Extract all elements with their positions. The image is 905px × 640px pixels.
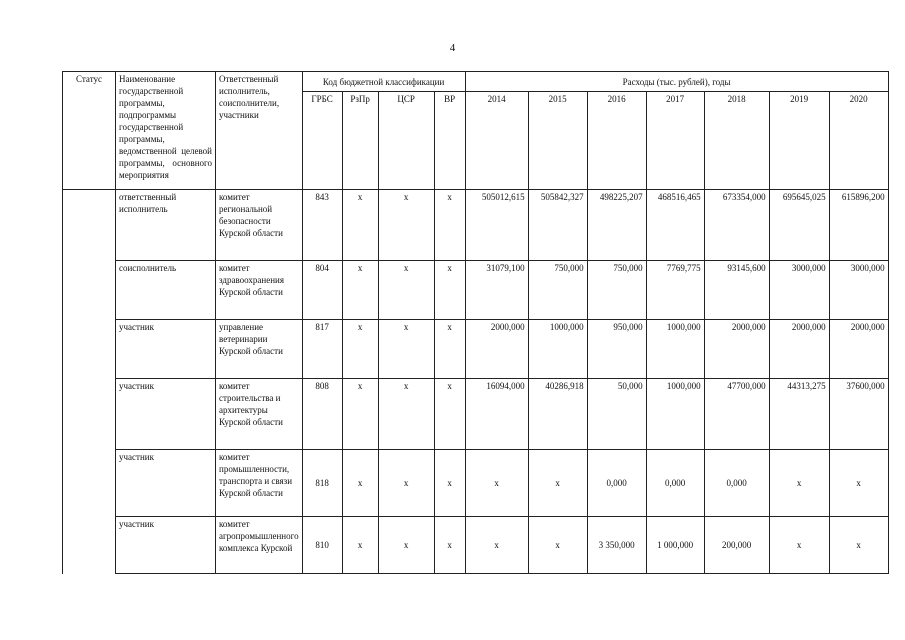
header-year: 2015 [528, 92, 587, 190]
table-row [63, 450, 889, 517]
value-cell: х [528, 517, 587, 574]
value-cell: 498225,207 [587, 190, 646, 261]
csr-cell: х [378, 190, 434, 261]
value-cell: 673354,000 [704, 190, 769, 261]
header-year: 2019 [769, 92, 829, 190]
value-cell: х [769, 517, 829, 574]
table-row [63, 320, 889, 379]
value-cell: 2000,000 [465, 320, 528, 379]
table-row [63, 261, 889, 320]
grbs-cell: 818 [302, 450, 342, 517]
value-cell: 40286,918 [528, 379, 587, 450]
header-vr: ВР [434, 92, 465, 190]
grbs-cell: 817 [302, 320, 342, 379]
header-year: 2016 [587, 92, 646, 190]
value-cell: х [769, 450, 829, 517]
role-cell: ответственный исполнитель [116, 190, 216, 261]
value-cell: 50,000 [587, 379, 646, 450]
header-rzpr: РзПр [342, 92, 378, 190]
value-cell: 200,000 [704, 517, 769, 574]
value-cell: 1000,000 [646, 379, 704, 450]
value-cell: 2000,000 [769, 320, 829, 379]
vr-cell: х [434, 190, 465, 261]
vr-cell: х [434, 379, 465, 450]
role-cell: участник [116, 320, 216, 379]
value-cell: 950,000 [587, 320, 646, 379]
value-cell: 3000,000 [829, 261, 888, 320]
value-cell: х [528, 450, 587, 517]
page-number: 4 [449, 42, 456, 54]
role-cell: участник [116, 450, 216, 517]
value-cell: 47700,000 [704, 379, 769, 450]
value-cell: 7769,775 [646, 261, 704, 320]
rzpr-cell: х [342, 450, 378, 517]
value-cell: 695645,025 [769, 190, 829, 261]
org-cell: комитет региональной безопасности Курской области [216, 190, 303, 261]
org-cell: комитет здравоохранения Курской области [216, 261, 303, 320]
value-cell: 31079,100 [465, 261, 528, 320]
header-responsible: Ответственный исполнитель, соисполнители, участники [216, 72, 303, 190]
org-cell: комитет строительства и архитектуры Курской области [216, 379, 303, 450]
value-cell: 1000,000 [646, 320, 704, 379]
value-cell: х [465, 517, 528, 574]
value-cell: х [829, 450, 888, 517]
header-csr: ЦСР [378, 92, 434, 190]
header-grbs: ГРБС [302, 92, 342, 190]
header-year: 2017 [646, 92, 704, 190]
vr-cell: х [434, 517, 465, 574]
org-cell: комитет агропромышленного комплекса Курской [216, 517, 303, 574]
budget-table [62, 71, 889, 574]
table-row [63, 517, 889, 574]
value-cell: 615896,200 [829, 190, 888, 261]
rzpr-cell: х [342, 320, 378, 379]
table-row [63, 379, 889, 450]
value-cell: 0,000 [587, 450, 646, 517]
value-cell: 468516,465 [646, 190, 704, 261]
value-cell: 3000,000 [769, 261, 829, 320]
vr-cell: х [434, 450, 465, 517]
value-cell: 2000,000 [829, 320, 888, 379]
value-cell: 3 350,000 [587, 517, 646, 574]
header-expenses: Расходы (тыс. рублей), годы [465, 72, 888, 92]
role-cell: участник [116, 517, 216, 574]
value-cell: 37600,000 [829, 379, 888, 450]
value-cell: 1 000,000 [646, 517, 704, 574]
vr-cell: х [434, 261, 465, 320]
value-cell: 1000,000 [528, 320, 587, 379]
header-year: 2014 [465, 92, 528, 190]
grbs-cell: 843 [302, 190, 342, 261]
vr-cell: х [434, 320, 465, 379]
header-year: 2020 [829, 92, 888, 190]
csr-cell: х [378, 379, 434, 450]
value-cell: 0,000 [704, 450, 769, 517]
csr-cell: х [378, 261, 434, 320]
rzpr-cell: х [342, 261, 378, 320]
rzpr-cell: х [342, 517, 378, 574]
org-cell: управление ветеринарии Курской области [216, 320, 303, 379]
value-cell: 0,000 [646, 450, 704, 517]
value-cell: х [829, 517, 888, 574]
rzpr-cell: х [342, 379, 378, 450]
status-cell [63, 190, 116, 574]
header-status: Статус [63, 72, 116, 190]
table-row [63, 190, 889, 261]
value-cell: 93145,600 [704, 261, 769, 320]
csr-cell: х [378, 450, 434, 517]
header-year: 2018 [704, 92, 769, 190]
org-cell: комитет промышленности, транспорта и связи Курской области [216, 450, 303, 517]
value-cell: 750,000 [528, 261, 587, 320]
value-cell: х [465, 450, 528, 517]
value-cell: 44313,275 [769, 379, 829, 450]
csr-cell: х [378, 320, 434, 379]
grbs-cell: 810 [302, 517, 342, 574]
role-cell: соисполнитель [116, 261, 216, 320]
value-cell: 750,000 [587, 261, 646, 320]
role-cell: участник [116, 379, 216, 450]
value-cell: 505012,615 [465, 190, 528, 261]
grbs-cell: 808 [302, 379, 342, 450]
rzpr-cell: х [342, 190, 378, 261]
grbs-cell: 804 [302, 261, 342, 320]
header-name: Наименование государственной программы, подпрограммы государственной программы, ведомственной целевой программы, основного мероприятия [116, 72, 216, 190]
csr-cell: х [378, 517, 434, 574]
value-cell: 505842,327 [528, 190, 587, 261]
value-cell: 2000,000 [704, 320, 769, 379]
value-cell: 16094,000 [465, 379, 528, 450]
header-budget-code: Код бюджетной классификации [302, 72, 465, 92]
